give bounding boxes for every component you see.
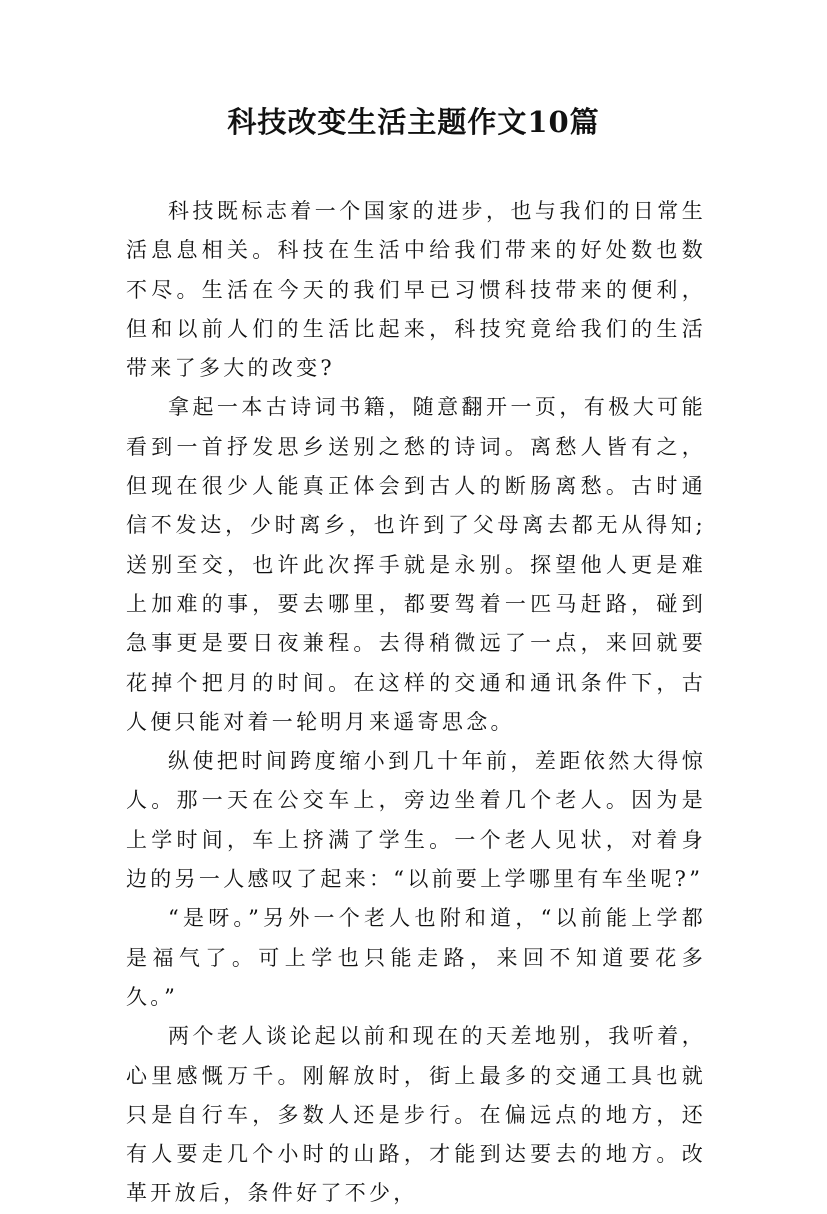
paragraph-4: “是呀。”另外一个老人也附和道，“以前能上学都是福气了。可上学也只能走路，来回不知道要花多久。”	[126, 906, 706, 1009]
paragraph-5: 两个老人谈论起以前和现在的天差地别，我听着，心里感慨万千。刚解放时，街上最多的交通工具也就只是自行车，多数人还是步行。在偏远点的地方，还有人要走几个小时的山路，才能到达要去的地方。改革开放后，条件好了不少，	[126, 1024, 706, 1206]
paragraph-3: 纵使把时间跨度缩小到几十年前，差距依然大得惊人。那一天在公交车上，旁边坐着几个老人。因为是上学时间，车上挤满了学生。一个老人见状，对着身边的另一人感叹了起来：“以前要上学哪里有车坐呢?”	[126, 749, 706, 892]
document-body	[126, 192, 706, 1214]
document-title: 科技改变生活主题作文10篇	[227, 105, 600, 139]
paragraph-1: 科技既标志着一个国家的进步，也与我们的日常生活息息相关。科技在生活中给我们带来的好处数也数不尽。生活在今天的我们早已习惯科技带来的便利，但和以前人们的生活比起来，科技究竟给我们的生活带来了多大的改变?	[126, 199, 706, 381]
paragraph-2: 拿起一本古诗词书籍，随意翻开一页，有极大可能看到一首抒发思乡送别之愁的诗词。离愁人皆有之，但现在很少人能真正体会到古人的断肠离愁。古时通信不发达，少时离乡，也许到了父母离去都无从得知;送别至交，也许此次挥手就是永别。探望他人更是难上加难的事，要去哪里，都要驾着一匹马赶路，碰到急事更是要日夜兼程。去得稍微远了一点，来回就要花掉个把月的时间。在这样的交通和通讯条件下，古人便只能对着一轮明月来遥寄思念。	[126, 395, 706, 734]
